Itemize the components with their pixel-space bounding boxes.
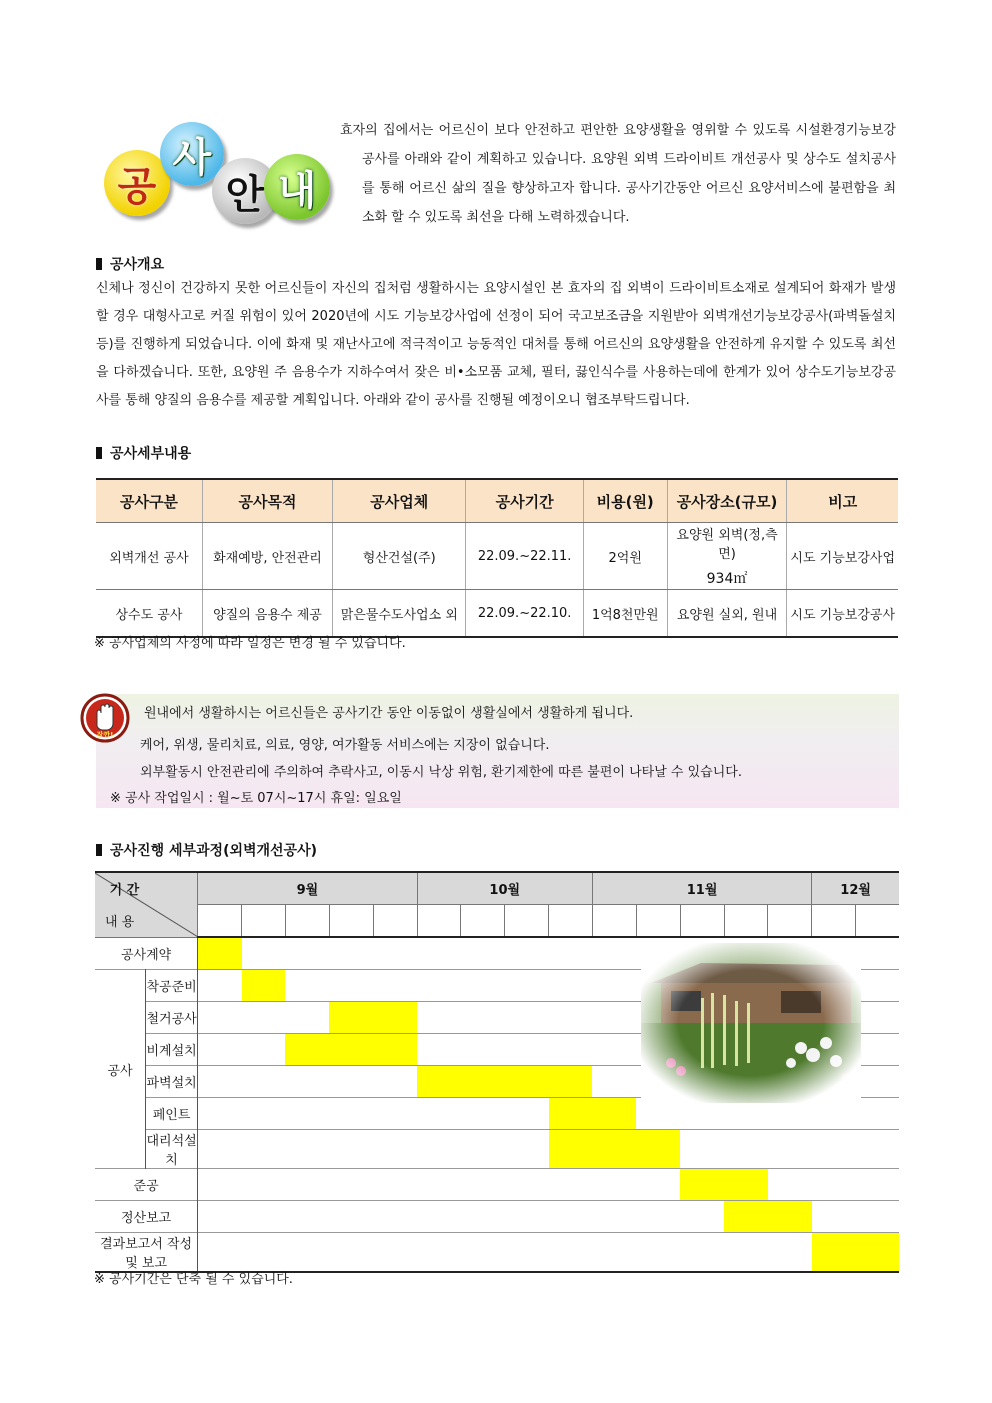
section-title-detail: 공사세부내용 bbox=[96, 443, 191, 463]
gantt-cell bbox=[680, 1233, 724, 1273]
gantt-cell bbox=[461, 937, 505, 970]
week-header: 1주 bbox=[592, 905, 636, 938]
gantt-cell bbox=[373, 937, 417, 970]
gantt-cell bbox=[417, 970, 461, 1002]
gantt-cell bbox=[373, 1098, 417, 1130]
gantt-row-label: 페인트 bbox=[145, 1098, 197, 1130]
gantt-cell bbox=[592, 1002, 636, 1034]
gantt-cell bbox=[592, 1098, 636, 1130]
gantt-cell bbox=[724, 1201, 768, 1233]
detail-header: 공사업체 bbox=[333, 479, 466, 523]
gantt-cell bbox=[242, 970, 286, 1002]
period-label: 기 간 bbox=[109, 883, 140, 898]
gantt-cell bbox=[417, 1233, 461, 1273]
week-header: 5주 bbox=[373, 905, 417, 938]
gantt-cell bbox=[417, 1130, 461, 1169]
table-row bbox=[96, 590, 898, 638]
gantt-cell bbox=[373, 1169, 417, 1201]
gantt-cell bbox=[856, 1034, 899, 1066]
gantt-cell bbox=[812, 1233, 856, 1273]
gantt-cell bbox=[329, 1098, 373, 1130]
gantt-cell bbox=[285, 1034, 329, 1066]
week-header: 3주 bbox=[505, 905, 549, 938]
gantt-cell bbox=[505, 1169, 549, 1201]
gantt-cell bbox=[549, 970, 593, 1002]
detail-table bbox=[96, 478, 898, 638]
gantt-cell bbox=[329, 1034, 373, 1066]
section-title-gantt: 공사진행 세부과정(외벽개선공사) bbox=[96, 840, 317, 860]
gantt-cell bbox=[505, 1201, 549, 1233]
logo-bubble: 공 bbox=[104, 150, 170, 216]
week-header: 3주 bbox=[680, 905, 724, 938]
gantt-cell bbox=[285, 970, 329, 1002]
gantt-cell bbox=[329, 937, 373, 970]
week-header: 1주 bbox=[812, 905, 856, 938]
detail-header: 공사장소(규모) bbox=[667, 479, 787, 523]
gantt-cell bbox=[242, 1002, 286, 1034]
gantt-cell bbox=[242, 937, 286, 970]
gantt-cell bbox=[592, 1066, 636, 1098]
month-header: 9월 bbox=[198, 872, 417, 905]
gantt-cell bbox=[285, 1066, 329, 1098]
gantt-cell bbox=[724, 1233, 768, 1273]
table-cell: 시도 기능보강사업 bbox=[787, 523, 898, 590]
gantt-cell bbox=[856, 1233, 899, 1273]
group-label: 공사 bbox=[95, 970, 145, 1169]
gantt-row bbox=[95, 1169, 899, 1201]
table-cell: 상수도 공사 bbox=[96, 590, 202, 638]
gantt-cell bbox=[549, 1066, 593, 1098]
table-cell: 시도 기능보강공사 bbox=[787, 590, 898, 638]
gantt-cell bbox=[285, 1169, 329, 1201]
caution-badge-text: 잠깐! bbox=[96, 731, 114, 739]
gantt-cell bbox=[198, 1098, 242, 1130]
gantt-cell bbox=[285, 1130, 329, 1169]
gantt-cell bbox=[329, 1002, 373, 1034]
gantt-cell bbox=[461, 1002, 505, 1034]
gantt-corner-header bbox=[95, 872, 198, 937]
gantt-cell bbox=[373, 1233, 417, 1273]
gantt-cell bbox=[198, 1034, 242, 1066]
gantt-cell bbox=[768, 1169, 812, 1201]
gantt-cell bbox=[768, 1130, 812, 1169]
detail-header: 공사기간 bbox=[466, 479, 583, 523]
gantt-cell bbox=[329, 1169, 373, 1201]
gantt-cell bbox=[592, 1169, 636, 1201]
table-cell: 양질의 음용수 제공 bbox=[202, 590, 332, 638]
caution-line: 케어, 위생, 물리치료, 의료, 영양, 여가활동 서비스에는 지장이 없습니다. bbox=[140, 738, 550, 753]
table-row bbox=[96, 523, 898, 590]
table-cell-text: 요양원 외벽(정,측면) bbox=[676, 528, 778, 562]
gantt-cell bbox=[724, 1169, 768, 1201]
gantt-cell bbox=[285, 1201, 329, 1233]
content-label: 내 용 bbox=[105, 914, 135, 930]
table-cell: 요양원 실외, 원내 bbox=[667, 590, 787, 638]
gantt-cell bbox=[549, 1233, 593, 1273]
gantt-cell bbox=[242, 1233, 286, 1273]
gantt-cell bbox=[592, 937, 636, 970]
gantt-cell bbox=[636, 1201, 680, 1233]
gantt-row-label: 공사계약 bbox=[95, 937, 198, 970]
week-header: 2주 bbox=[856, 905, 899, 938]
gantt-cell bbox=[812, 1169, 856, 1201]
gantt-cell bbox=[549, 1201, 593, 1233]
gantt-cell bbox=[680, 1130, 724, 1169]
gantt-cell bbox=[549, 1098, 593, 1130]
table-cell: 외벽개선 공사 bbox=[96, 523, 202, 590]
gantt-cell bbox=[505, 1233, 549, 1273]
gantt-cell bbox=[505, 970, 549, 1002]
gantt-row-label: 준공 bbox=[95, 1169, 198, 1201]
gantt-cell bbox=[505, 1034, 549, 1066]
caution-line: 원내에서 생활하시는 어르신들은 공사기간 동안 이동없이 생활실에서 생활하게 됩니다. bbox=[144, 706, 634, 721]
table-cell: 2억원 bbox=[583, 523, 667, 590]
detail-header: 공사목적 bbox=[202, 479, 332, 523]
table-cell: 22.09.~22.10. bbox=[466, 590, 583, 638]
gantt-cell bbox=[285, 937, 329, 970]
gantt-cell bbox=[417, 937, 461, 970]
gantt-cell bbox=[592, 1034, 636, 1066]
gantt-cell bbox=[680, 1201, 724, 1233]
gantt-cell bbox=[417, 1066, 461, 1098]
gantt-cell bbox=[198, 1066, 242, 1098]
title-logo bbox=[100, 120, 340, 232]
detail-header: 비용(원) bbox=[583, 479, 667, 523]
gantt-cell bbox=[242, 1169, 286, 1201]
gantt-cell bbox=[329, 970, 373, 1002]
table-cell: 22.09.~22.11. bbox=[466, 523, 583, 590]
gantt-cell bbox=[373, 1201, 417, 1233]
gantt-row-label: 착공준비 bbox=[145, 970, 197, 1002]
month-header: 10월 bbox=[417, 872, 592, 905]
detail-header: 비고 bbox=[787, 479, 898, 523]
gantt-cell bbox=[856, 970, 899, 1002]
week-header: 3주 bbox=[285, 905, 329, 938]
gantt-note: ※ 공사기간은 단축 될 수 있습니다. bbox=[94, 1272, 293, 1287]
week-header: 4주 bbox=[724, 905, 768, 938]
week-header: 1주 bbox=[417, 905, 461, 938]
gantt-cell bbox=[198, 937, 242, 970]
week-header: 5주 bbox=[768, 905, 812, 938]
gantt-cell bbox=[329, 1066, 373, 1098]
gantt-cell bbox=[373, 970, 417, 1002]
gantt-cell bbox=[636, 1130, 680, 1169]
gantt-cell bbox=[636, 1169, 680, 1201]
gantt-cell bbox=[768, 1201, 812, 1233]
gantt-cell bbox=[329, 1201, 373, 1233]
logo-bubble: 내 bbox=[264, 154, 330, 220]
gantt-row-label: 비계설치 bbox=[145, 1034, 197, 1066]
logo-bubble: 안 bbox=[212, 158, 278, 224]
gantt-cell bbox=[461, 1066, 505, 1098]
gantt-cell bbox=[856, 1169, 899, 1201]
detail-note: ※ 공사업체의 사정에 따라 일정은 변경 될 수 있습니다. bbox=[94, 636, 406, 651]
gantt-cell bbox=[505, 1002, 549, 1034]
gantt-row-label: 철거공사 bbox=[145, 1002, 197, 1034]
gantt-cell bbox=[373, 1034, 417, 1066]
gantt-cell bbox=[461, 1201, 505, 1233]
week-header: 2주 bbox=[636, 905, 680, 938]
gantt-cell bbox=[461, 1130, 505, 1169]
gantt-row-label: 대리석설치 bbox=[145, 1130, 197, 1169]
gantt-cell bbox=[417, 1169, 461, 1201]
gantt-cell bbox=[592, 970, 636, 1002]
month-header: 12월 bbox=[812, 872, 899, 905]
gantt-cell bbox=[856, 937, 899, 970]
stop-hand-icon bbox=[80, 693, 130, 743]
gantt-cell bbox=[417, 1098, 461, 1130]
gantt-cell bbox=[856, 1201, 899, 1233]
gantt-cell bbox=[198, 1002, 242, 1034]
gantt-cell bbox=[417, 1201, 461, 1233]
gantt-cell bbox=[549, 1034, 593, 1066]
table-cell bbox=[667, 523, 787, 590]
logo-bubble: 사 bbox=[160, 122, 224, 186]
gantt-cell bbox=[242, 1098, 286, 1130]
gantt-cell bbox=[505, 1130, 549, 1169]
gantt-cell bbox=[373, 1130, 417, 1169]
gantt-cell bbox=[285, 1233, 329, 1273]
gantt-cell bbox=[768, 1233, 812, 1273]
gantt-cell bbox=[592, 1201, 636, 1233]
month-header: 11월 bbox=[592, 872, 811, 905]
table-cell: 화재예방, 안전관리 bbox=[202, 523, 332, 590]
gantt-cell bbox=[417, 1002, 461, 1034]
caution-line: ※ 공사 작업일시 : 월~토 07시~17시 휴일: 일요일 bbox=[110, 791, 402, 806]
section-title-overview: 공사개요 bbox=[96, 254, 164, 274]
gantt-cell bbox=[856, 1098, 899, 1130]
table-cell: 형산건설(주) bbox=[333, 523, 466, 590]
gantt-cell bbox=[549, 1002, 593, 1034]
gantt-cell bbox=[461, 1169, 505, 1201]
gantt-cell bbox=[329, 1130, 373, 1169]
week-header: 2주 bbox=[242, 905, 286, 938]
gantt-cell bbox=[198, 1169, 242, 1201]
gantt-cell bbox=[549, 1130, 593, 1169]
gantt-cell bbox=[724, 1130, 768, 1169]
gantt-cell bbox=[461, 1233, 505, 1273]
gantt-cell bbox=[242, 1066, 286, 1098]
gantt-cell bbox=[198, 970, 242, 1002]
caution-line: 외부활동시 안전관리에 주의하여 추락사고, 이동시 낙상 위험, 환기제한에 따른 불편이 나타날 수 있습니다. bbox=[140, 765, 742, 780]
gantt-cell bbox=[461, 1098, 505, 1130]
gantt-cell bbox=[505, 937, 549, 970]
gantt-cell bbox=[856, 1066, 899, 1098]
table-cell: 1억8천만원 bbox=[583, 590, 667, 638]
gantt-cell bbox=[285, 1002, 329, 1034]
week-header: 4주 bbox=[549, 905, 593, 938]
gantt-cell bbox=[242, 1034, 286, 1066]
week-header: 1주 bbox=[198, 905, 242, 938]
gantt-cell bbox=[680, 1169, 724, 1201]
gantt-cell bbox=[505, 1098, 549, 1130]
gantt-cell bbox=[592, 1130, 636, 1169]
detail-header: 공사구분 bbox=[96, 479, 202, 523]
gantt-cell bbox=[461, 970, 505, 1002]
gantt-cell bbox=[505, 1066, 549, 1098]
gantt-cell bbox=[373, 1002, 417, 1034]
week-header: 4주 bbox=[329, 905, 373, 938]
area-value: 934㎡ bbox=[706, 571, 748, 587]
gantt-cell bbox=[373, 1066, 417, 1098]
gantt-row-label: 결과보고서 작성 및 보고 bbox=[95, 1233, 198, 1273]
gantt-cell bbox=[592, 1233, 636, 1273]
gantt-cell bbox=[856, 1130, 899, 1169]
gantt-cell bbox=[198, 1201, 242, 1233]
gantt-cell bbox=[636, 1233, 680, 1273]
building-photo bbox=[641, 943, 861, 1103]
gantt-cell bbox=[549, 937, 593, 970]
gantt-cell bbox=[198, 1130, 242, 1169]
gantt-row-label: 파벽설치 bbox=[145, 1066, 197, 1098]
gantt-cell bbox=[461, 1034, 505, 1066]
gantt-cell bbox=[329, 1233, 373, 1273]
gantt-row bbox=[95, 1130, 899, 1169]
gantt-cell bbox=[856, 1002, 899, 1034]
gantt-row bbox=[95, 1233, 899, 1273]
overview-paragraph: 신체나 정신이 건강하지 못한 어르신들이 자신의 집처럼 생활하시는 요양시설인 본 효자의 집 외벽이 드라이비트소재로 설계되어 화재가 발생할 경우 대형사고로 커질 위험이 있어 2020년에 시도 기능보강사업에 선정이 되어 국고보조금을 지원받아 외벽개선기능보강공사(파벽돌설치 등)를 진행하게 되었습니다. 이에 화재 및 재난사고에 적극적이고 능동적인 대처를 통해 어르신의 요양생활을 안전하게 유지할 수 있도록 최선을 다하겠습니다. 또한, 요양원 주 음용수가 지하수여서 잦은 비•소모품 교체, 필터, 끓인식수를 사용하는데에 한계가 있어 상수도기능보강공사를 통해 양질의 음용수를 제공할 계획입니다. 아래와 같이 공사를 진행될 예정이오니 협조부탁드립니다. bbox=[96, 281, 896, 408]
gantt-row-label: 정산보고 bbox=[95, 1201, 198, 1233]
gantt-cell bbox=[812, 1130, 856, 1169]
intro-paragraph: 효자의 집에서는 어르신이 보다 안전하고 편안한 요양생활을 영위할 수 있도록 시설환경기능보강공사를 아래와 같이 계획하고 있습니다. 요양원 외벽 드라이비트 개선공사 및 상수도 설치공사를 통해 어르신 삶의 질을 향상하고자 합니다. 공사기간동안 어르신 요양서비스에 불편함을 최소화 할 수 있도록 최선을 다해 노력하겠습니다. bbox=[340, 123, 896, 225]
gantt-cell bbox=[549, 1169, 593, 1201]
caution-box bbox=[96, 694, 899, 808]
gantt-row bbox=[95, 1201, 899, 1233]
gantt-cell bbox=[242, 1201, 286, 1233]
gantt-cell bbox=[242, 1130, 286, 1169]
gantt-cell bbox=[285, 1098, 329, 1130]
week-header: 2주 bbox=[461, 905, 505, 938]
table-cell: 맑은물수도사업소 외 bbox=[333, 590, 466, 638]
gantt-cell bbox=[812, 1201, 856, 1233]
gantt-cell bbox=[198, 1233, 242, 1273]
gantt-cell bbox=[417, 1034, 461, 1066]
